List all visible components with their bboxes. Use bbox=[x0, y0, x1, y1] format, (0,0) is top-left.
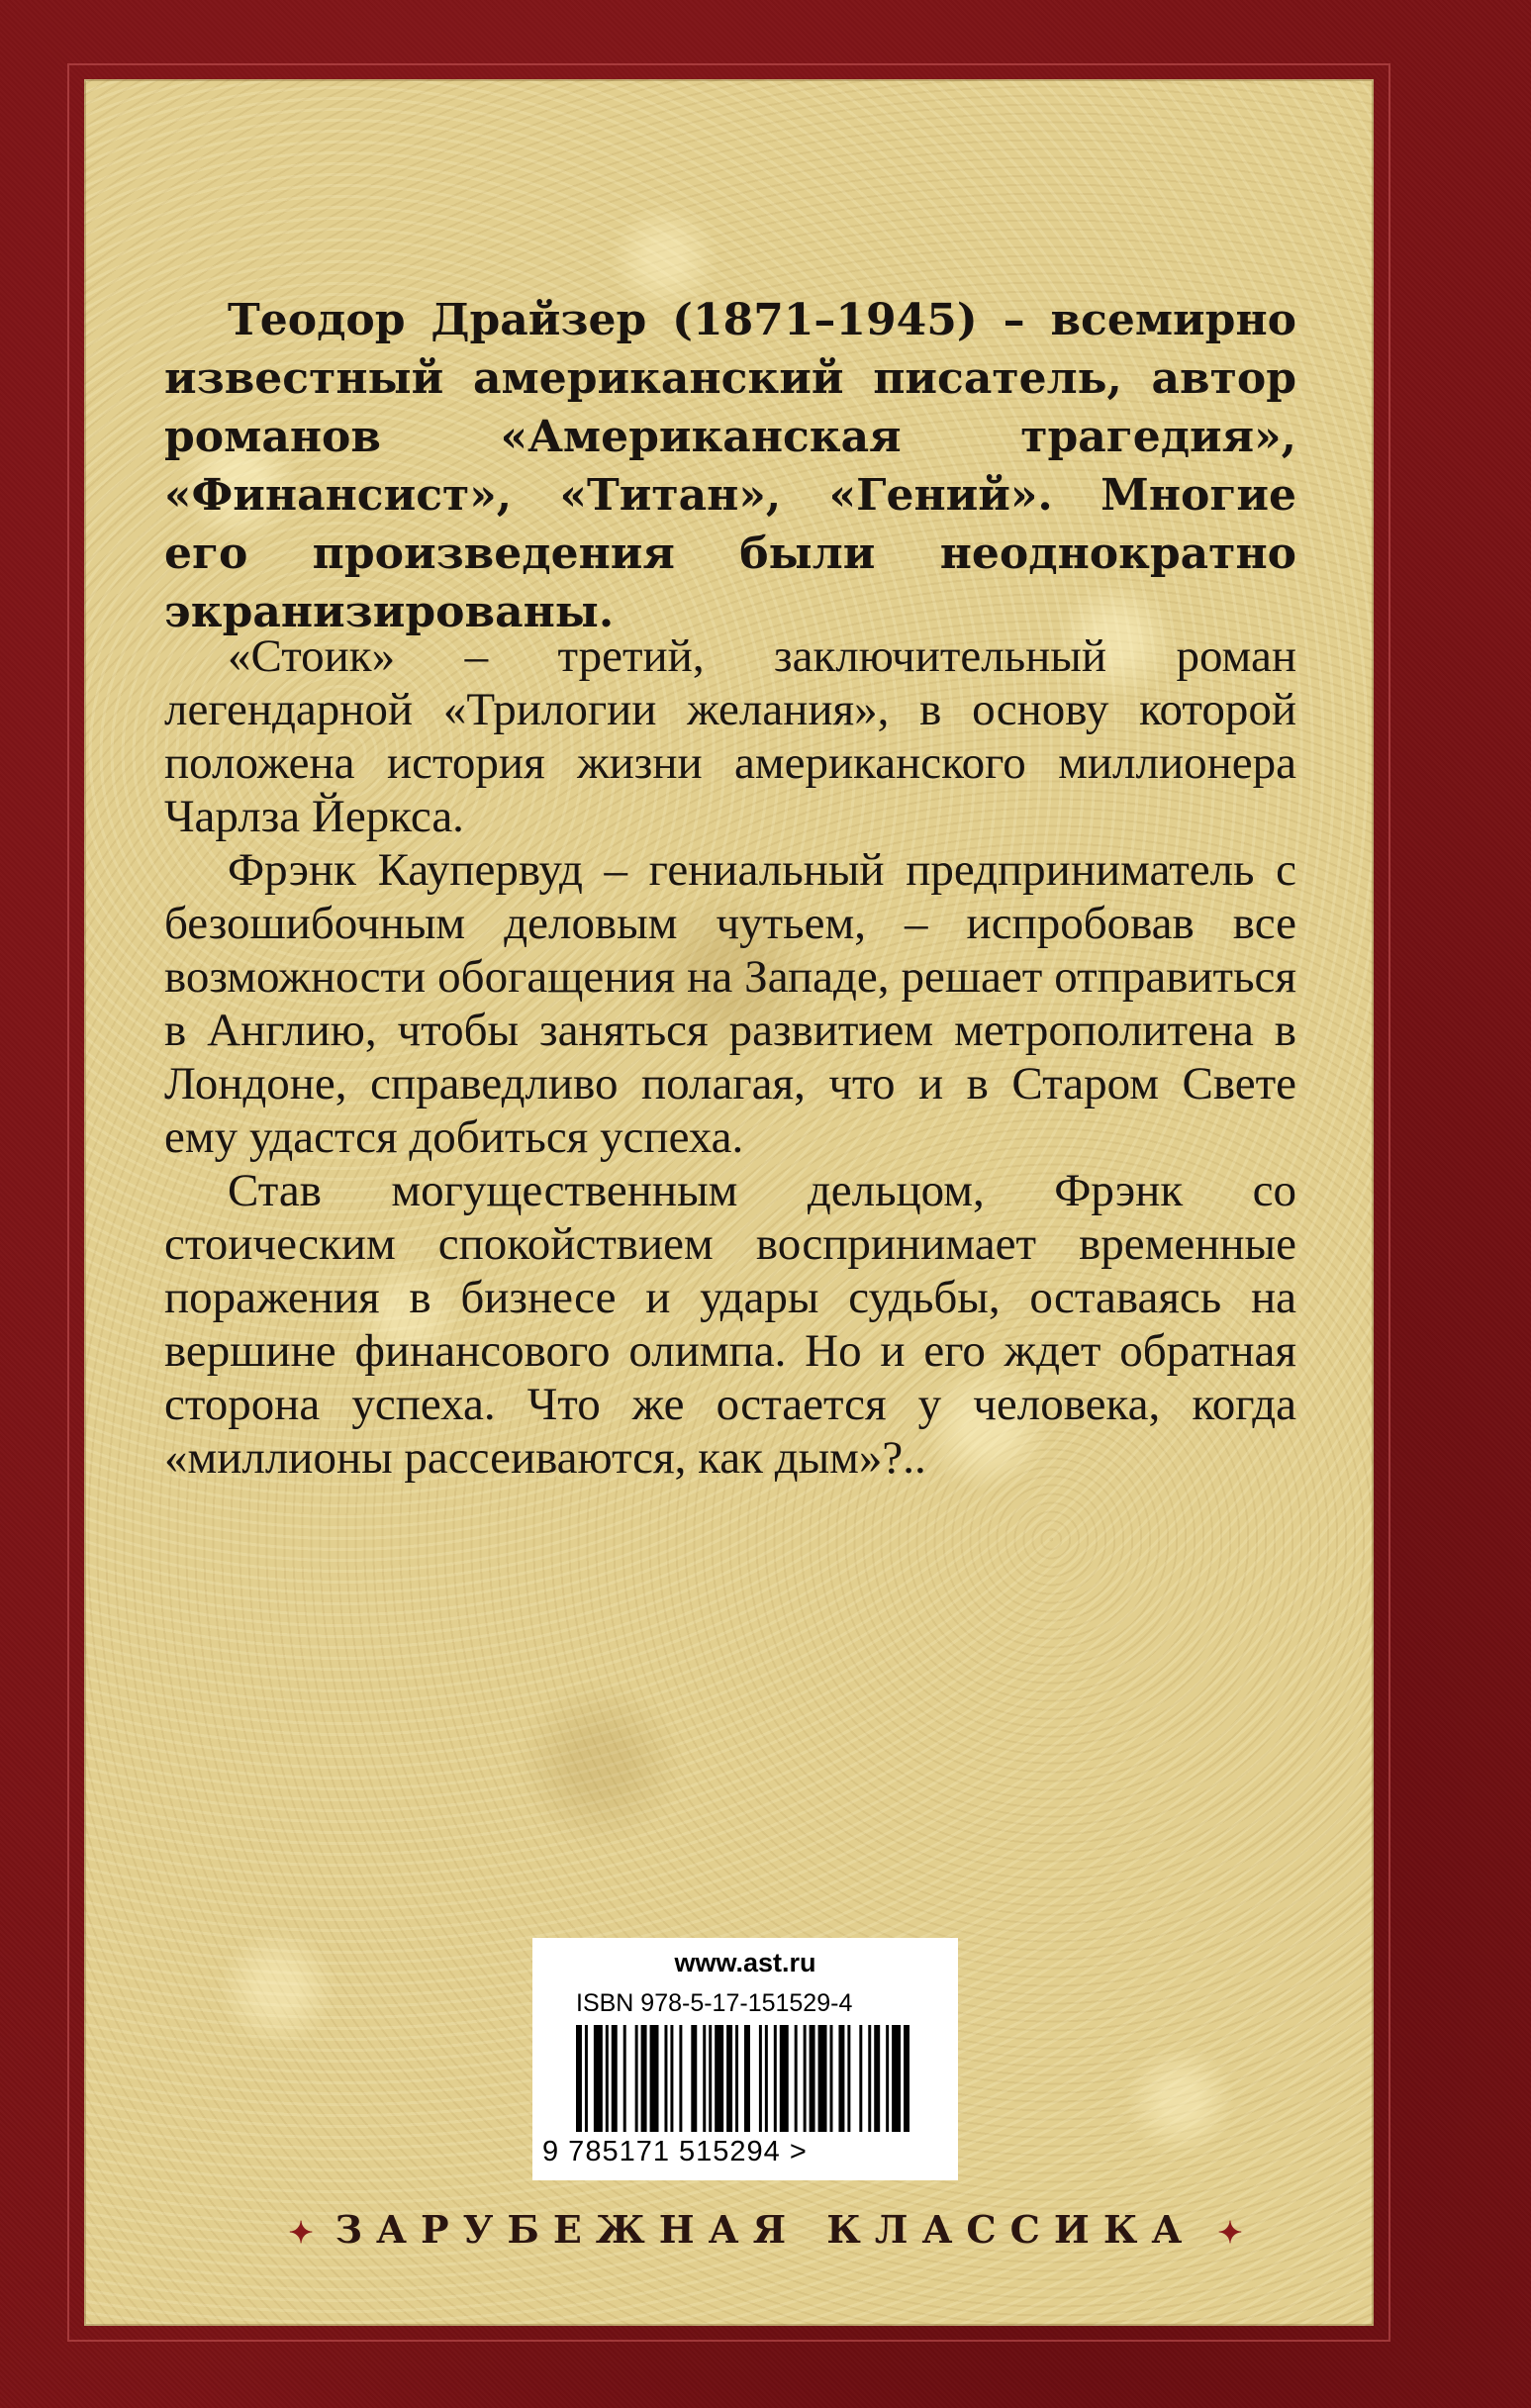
annotation-text bbox=[164, 629, 1296, 1485]
barcode-bar bbox=[780, 2025, 789, 2132]
barcode-bar bbox=[612, 2025, 618, 2132]
barcode-bar bbox=[904, 2025, 909, 2132]
author-intro-text: Теодор Драйзер (1871–1945) – всемирно известный американский писатель, автор романов «Американская трагедия», «Финансист», «Титан», «Гений». Многие его произведения были неоднократно экранизированы. bbox=[164, 295, 1296, 637]
barcode-bar bbox=[679, 2025, 682, 2132]
barcode-bar bbox=[606, 2025, 609, 2132]
barcode-bar bbox=[585, 2025, 588, 2132]
annotation-paragraph: Став могущественным дельцом, Фрэнк со стоическим спокойствием воспринимает временные поражения в бизнесе и удары судьбы, оставаясь на вершине финансового олимпа. Но и его ждет обратная сторона успеха. Что же остается у человека, когда «миллионы рассеиваются, как дым»?.. bbox=[164, 1165, 1296, 1484]
barcode-panel bbox=[532, 1938, 958, 2180]
ornament-left-icon: ✦ bbox=[288, 2216, 314, 2251]
barcode-bar bbox=[594, 2025, 603, 2132]
barcode-bar bbox=[804, 2025, 807, 2132]
series-title bbox=[0, 2207, 1531, 2252]
annotation-paragraph: «Стоик» – третий, заключительный роман легендарной «Трилогии желания», в основу которой положена история жизни американского миллионера Чарлза Йеркса. bbox=[164, 630, 1296, 842]
barcode-bar bbox=[709, 2025, 712, 2132]
barcode-bar bbox=[795, 2025, 798, 2132]
barcode-bars bbox=[576, 2025, 912, 2132]
barcode-bar bbox=[810, 2025, 815, 2132]
barcode-bar bbox=[838, 2025, 844, 2132]
barcode-bar bbox=[664, 2025, 667, 2132]
barcode-bar bbox=[726, 2025, 732, 2132]
barcode-bar bbox=[635, 2025, 638, 2132]
ornament-right-icon: ✦ bbox=[1217, 2216, 1243, 2251]
barcode-bar bbox=[735, 2025, 738, 2132]
barcode-bar bbox=[650, 2025, 659, 2132]
barcode-bar bbox=[886, 2025, 889, 2132]
isbn-text: ISBN 978-5-17-151529-4 bbox=[576, 1989, 853, 2017]
barcode-bar bbox=[744, 2025, 750, 2132]
barcode-bar bbox=[774, 2025, 777, 2132]
barcode-bar bbox=[759, 2025, 762, 2132]
barcode-bar bbox=[691, 2025, 697, 2132]
barcode-bar bbox=[847, 2025, 850, 2132]
author-intro bbox=[164, 291, 1296, 641]
barcode-bar bbox=[892, 2025, 901, 2132]
series-label: ЗАРУБЕЖНАЯ КЛАССИКА bbox=[335, 2207, 1196, 2252]
barcode-digits: 9 785171 515294 > bbox=[542, 2136, 808, 2167]
barcode-bar bbox=[874, 2025, 880, 2132]
barcode-bar bbox=[829, 2025, 832, 2132]
barcode-bar bbox=[576, 2025, 582, 2132]
barcode-bar bbox=[703, 2025, 706, 2132]
annotation-paragraph: Фрэнк Каупервуд – гениальный предприниматель с безошибочным деловым чутьем, – испробовав все возможности обогащения на Западе, решает отправиться в Англию, чтобы заняться развитием метрополитена в Лондоне, справедливо полагая, что и в Старом Свете ему удастся добиться успеха. bbox=[164, 844, 1296, 1163]
barcode-bar bbox=[623, 2025, 626, 2132]
barcode-bar bbox=[868, 2025, 871, 2132]
barcode-bar bbox=[765, 2025, 768, 2132]
barcode-bar bbox=[715, 2025, 723, 2132]
publisher-site: www.ast.ru bbox=[674, 1948, 816, 1977]
barcode-bar bbox=[670, 2025, 673, 2132]
barcode-bar bbox=[818, 2025, 827, 2132]
barcode-bar bbox=[641, 2025, 647, 2132]
barcode-bar bbox=[859, 2025, 862, 2132]
